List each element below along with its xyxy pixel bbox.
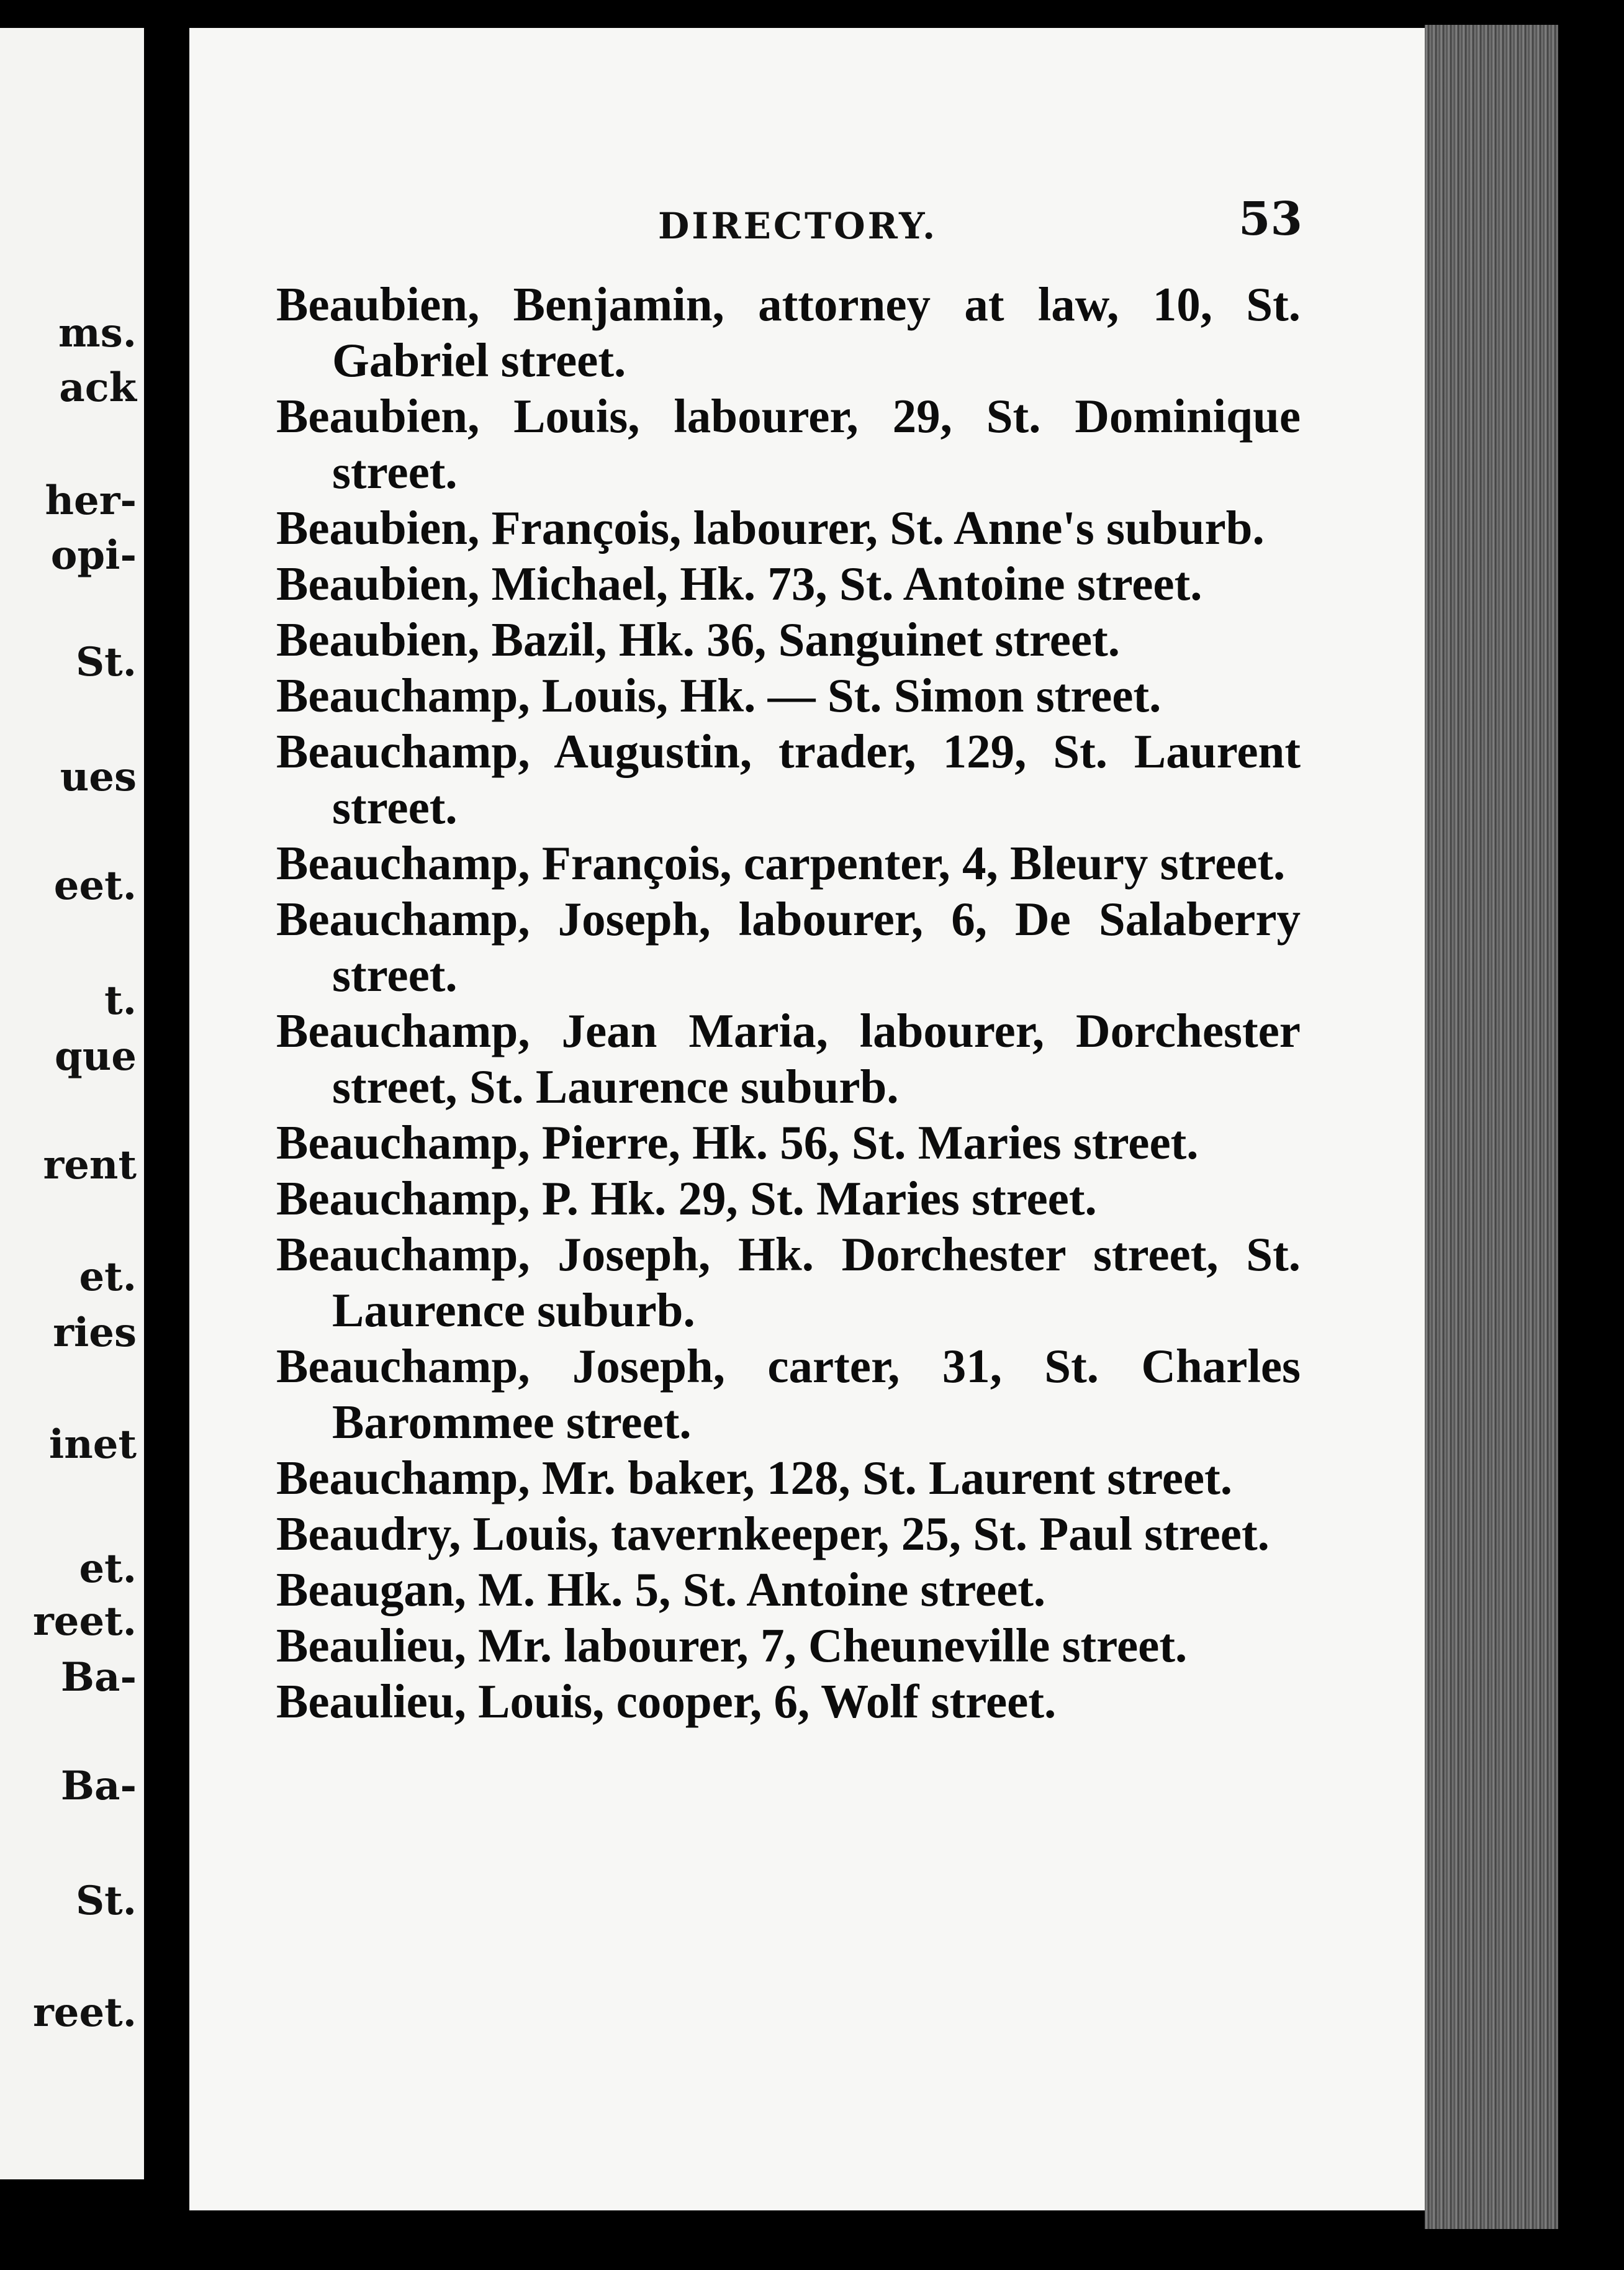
directory-entry: Beaubien, François, labourer, St. Anne's suburb. — [276, 501, 1265, 554]
left-page-fragment: que — [55, 1033, 137, 1080]
left-page-fragment: rent — [43, 1142, 137, 1188]
left-page-fragment: eet. — [53, 862, 137, 909]
directory-entry: Beaugan, M. Hk. 5, St. Antoine street. — [276, 1563, 1046, 1616]
directory-entry: Beaulieu, Mr. labourer, 7, Cheuneville street. — [276, 1619, 1188, 1672]
directory-entry: Beauchamp, François, carpenter, 4, Bleury street. — [276, 836, 1286, 890]
running-head: DIRECTORY. — [658, 205, 938, 247]
directory-entry: Beauchamp, Joseph, carter, 31, St. Charles Barommee street. — [276, 1339, 1301, 1449]
left-page-fragment: ues — [60, 754, 137, 800]
left-page-fragment: ms. — [58, 310, 137, 356]
directory-entry: Beauchamp, Augustin, trader, 129, St. Laurent street. — [276, 725, 1301, 834]
directory-entries — [276, 276, 1301, 1729]
left-page-fragment: t. — [104, 977, 137, 1024]
left-page-fragment: Ba- — [60, 1654, 137, 1701]
directory-entry: Beauchamp, Louis, Hk. — St. Simon street. — [276, 669, 1162, 722]
directory-entry: Beaubien, Bazil, Hk. 36, Sanguinet street. — [276, 613, 1121, 666]
left-page-fragment: reet. — [33, 1989, 137, 2036]
directory-entry: Beauchamp, Joseph, Hk. Dorchester street, St. Laurence suburb. — [276, 1228, 1301, 1337]
left-page-fragment: reet. — [33, 1598, 137, 1645]
left-page-fragment: her- — [45, 477, 137, 524]
directory-entry: Beauchamp, Jean Maria, labourer, Dorchester street, St. Laurence suburb. — [276, 1004, 1301, 1113]
left-page-fragment: ries — [53, 1309, 137, 1356]
directory-entry: Beauchamp, Joseph, labourer, 6, De Salaberry street. — [276, 892, 1301, 1002]
directory-entry: Beaubien, Benjamin, attorney at law, 10, St. Gabriel street. — [276, 278, 1301, 387]
page-number: 53 — [1238, 192, 1302, 246]
left-page-fragment: Ba- — [60, 1763, 137, 1809]
directory-entry: Beauchamp, Mr. baker, 128, St. Laurent street. — [276, 1451, 1232, 1504]
directory-entry: Beauchamp, P. Hk. 29, St. Maries street. — [276, 1172, 1097, 1225]
directory-entry: Beauchamp, Pierre, Hk. 56, St. Maries street. — [276, 1116, 1199, 1169]
left-page-fragment: ack — [59, 364, 137, 411]
directory-entry: Beaulieu, Louis, cooper, 6, Wolf street. — [276, 1675, 1057, 1728]
left-facing-page — [0, 28, 144, 2179]
left-page-fragment: et. — [79, 1545, 137, 1592]
directory-entry: Beaubien, Michael, Hk. 73, St. Antoine street. — [276, 557, 1202, 610]
left-page-fragment: St. — [75, 639, 137, 685]
left-page-fragment: opi- — [50, 532, 137, 579]
directory-entry: Beaudry, Louis, tavernkeeper, 25, St. Paul street. — [276, 1507, 1270, 1560]
directory-entry: Beaubien, Louis, labourer, 29, St. Dominique street. — [276, 389, 1301, 499]
left-page-fragment: inet — [48, 1421, 137, 1468]
left-page-fragment: St. — [75, 1878, 137, 1924]
left-page-fragment: et. — [79, 1254, 137, 1300]
page-edges — [1425, 25, 1558, 2229]
